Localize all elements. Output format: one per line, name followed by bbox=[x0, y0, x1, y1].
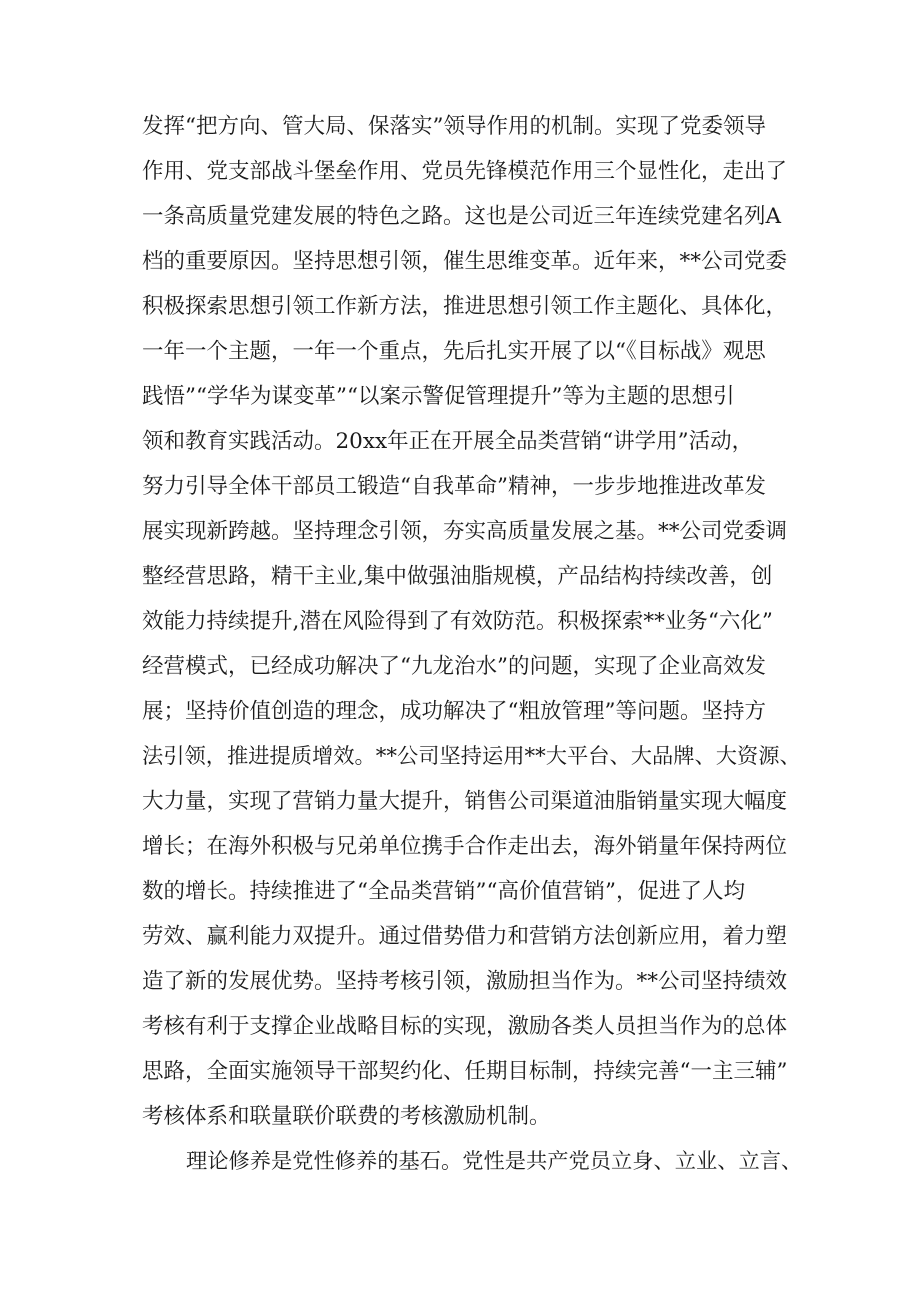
text-line-paragraph-start: 理论修养是党性修养的基石。党性是共产党员立身、立业、立言、 bbox=[186, 1149, 803, 1174]
text-line: 劳效、赢利能力双提升。通过借势借力和营销方法创新应用，着力塑 bbox=[142, 924, 788, 949]
text-line: 增长；在海外积极与兄弟单位携手合作走出去，海外销量年保持两位 bbox=[142, 834, 788, 859]
text-line: 考核体系和联量联价联费的考核激励机制。 bbox=[142, 1104, 551, 1129]
text-line: 展；坚持价值创造的理念，成功解决了“粗放管理”等问题。坚持方 bbox=[142, 699, 766, 724]
text-line: 经营模式，已经成功解决了“九龙治水”的问题，实现了企业高效发 bbox=[142, 654, 766, 679]
text-line: 作用、党支部战斗堡垒作用、党员先锋模范作用三个显性化，走出了 bbox=[142, 159, 788, 184]
text-line: 思路，全面实施领导干部契约化、任期目标制，持续完善“一主三辅” bbox=[142, 1059, 788, 1084]
text-line: 努力引导全体干部员工锻造“自我革命”精神，一步步地推进改革发 bbox=[142, 474, 766, 499]
text-line: 发挥“把方向、管大局、保落实”领导作用的机制。实现了党委领导 bbox=[142, 114, 766, 139]
text-line: 法引领，推进提质增效。**公司坚持运用**大平台、大品牌、大资源、 bbox=[142, 744, 801, 769]
text-line: 一年一个主题，一年一个重点，先后扎实开展了以“《目标战》观思 bbox=[142, 339, 766, 364]
text-line: 展实现新跨越。坚持理念引领，夯实高质量发展之基。**公司党委调 bbox=[142, 519, 788, 544]
text-line: 考核有利于支撑企业战略目标的实现，激励各类人员担当作为的总体 bbox=[142, 1014, 788, 1039]
text-line: 效能力持续提升,潜在风险得到了有效防范。积极探索**业务“六化” bbox=[142, 609, 773, 634]
text-line: 造了新的发展优势。坚持考核引领，激励担当作为。**公司坚持绩效 bbox=[142, 969, 788, 994]
text-line: 档的重要原因。坚持思想引领，催生思维变革。近年来，**公司党委 bbox=[142, 249, 788, 274]
text-line: 整经营思路，精干主业,集中做强油脂规模，产品结构持续改善，创 bbox=[142, 564, 773, 589]
text-line: 积极探索思想引领工作新方法，推进思想引领工作主题化、具体化， bbox=[142, 294, 788, 319]
text-line: 大力量，实现了营销力量大提升，销售公司渠道油脂销量实现大幅度 bbox=[142, 789, 788, 814]
text-line: 数的增长。持续推进了“全品类营销”“高价值营销”，促进了人均 bbox=[142, 879, 745, 904]
text-line: 践悟”“学华为谋变革”“以案示警促管理提升”等为主题的思想引 bbox=[142, 384, 735, 409]
text-line: 领和教育实践活动。20xx年正在开展全品类营销“讲学用”活动， bbox=[142, 429, 754, 454]
text-line: 一条高质量党建发展的特色之路。这也是公司近三年连续党建名列A bbox=[142, 204, 782, 229]
